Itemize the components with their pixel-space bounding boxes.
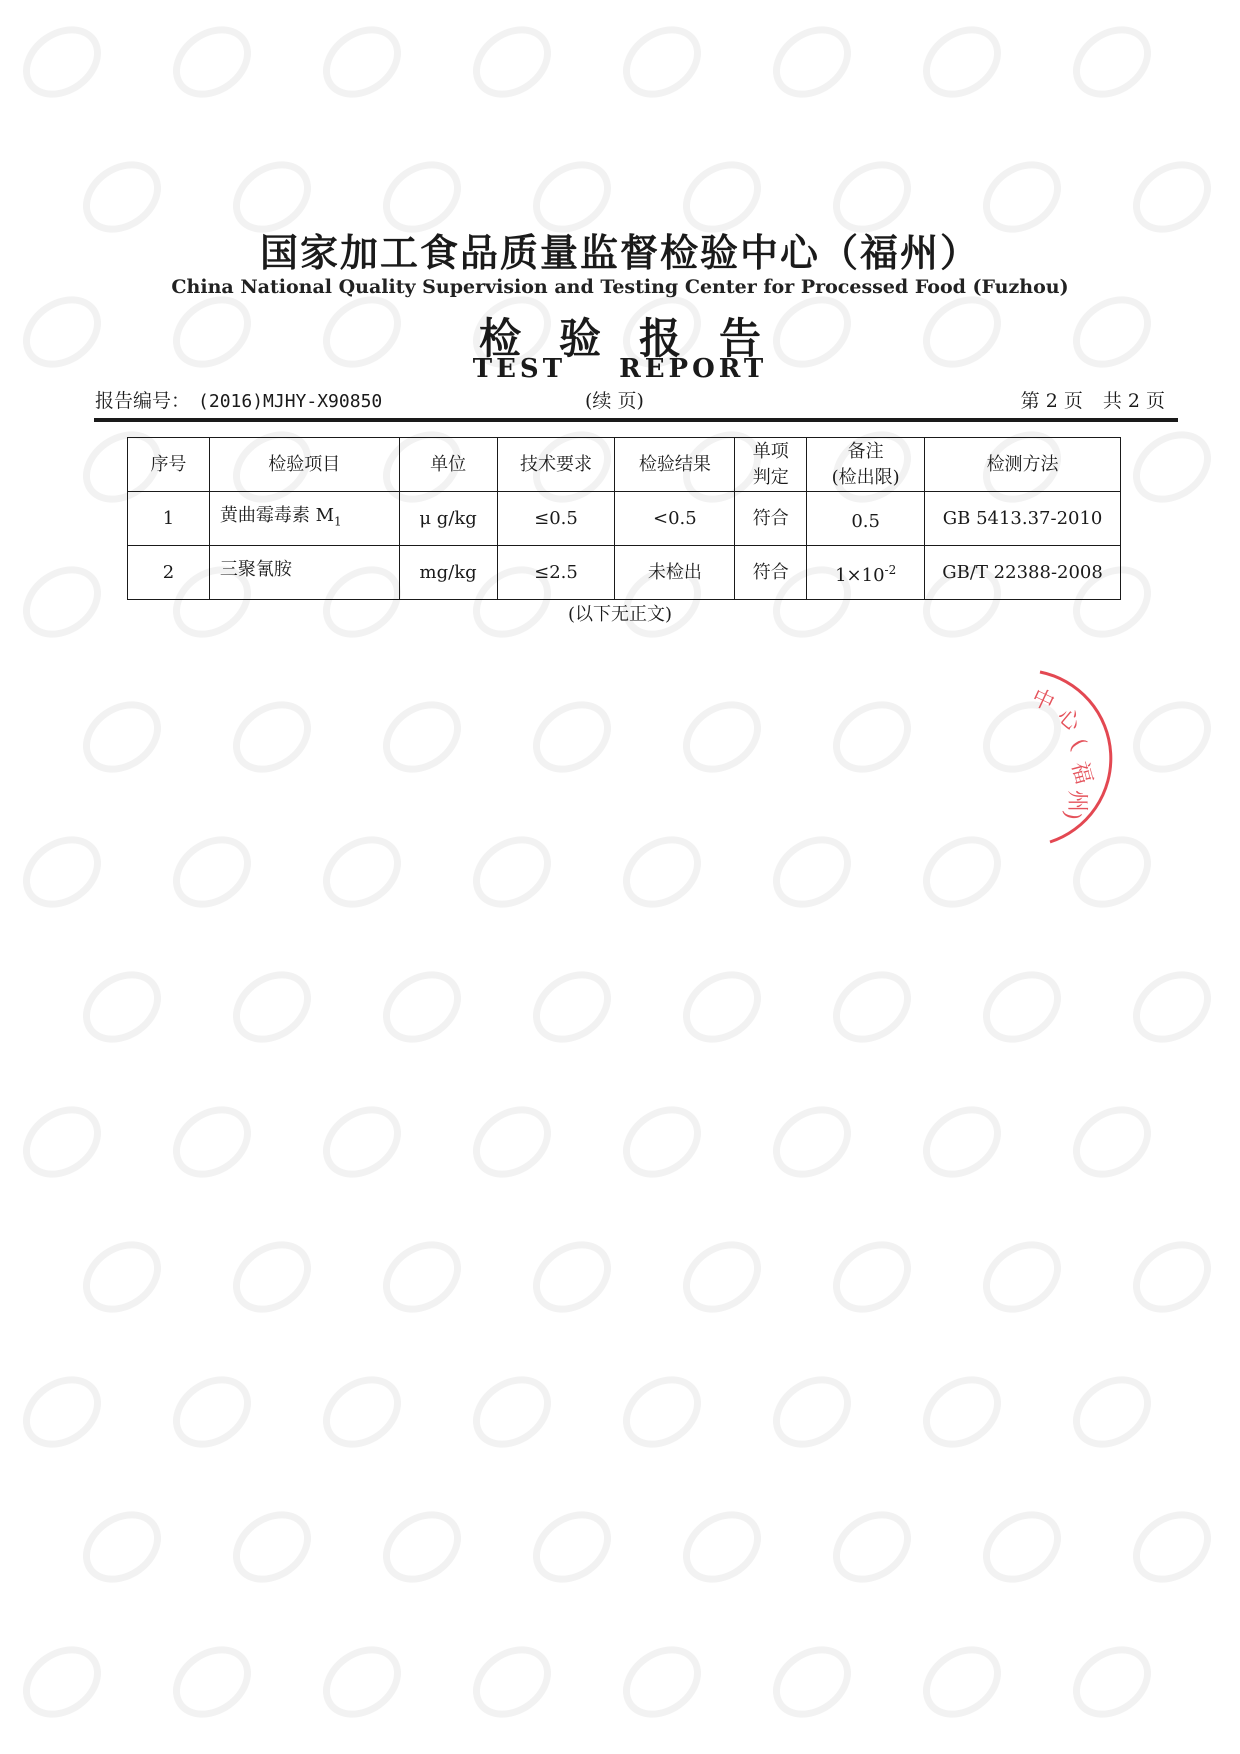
watermark-mark: [219, 1227, 325, 1328]
watermark-mark: [519, 1227, 625, 1328]
results-table: [127, 437, 1121, 600]
page-indicator: [1021, 386, 1165, 413]
watermark-mark: [459, 1362, 565, 1463]
cell-item-subscript: 1: [334, 514, 342, 529]
watermark-mark: [69, 1497, 175, 1598]
seal-glyph: 心: [1052, 703, 1086, 737]
header-divider: [94, 418, 1178, 422]
seal-text: [1027, 685, 1096, 822]
col-header-result: 检验结果: [615, 438, 735, 492]
seal-glyph: (: [1064, 734, 1091, 755]
seal-glyph: 中: [1027, 684, 1058, 717]
watermark-mark: [1059, 1362, 1165, 1463]
watermark-mark: [9, 1632, 115, 1733]
cell-requirement: ≤0.5: [497, 492, 615, 546]
watermark-mark: [609, 12, 715, 113]
watermark-mark: [1059, 12, 1165, 113]
watermark-mark: [219, 1497, 325, 1598]
watermark-mark: [669, 957, 775, 1058]
watermark-mark: [1119, 957, 1225, 1058]
cell-method: GB/T 22388-2008: [925, 546, 1121, 600]
watermark-mark: [669, 1227, 775, 1328]
watermark-mark: [459, 1632, 565, 1733]
watermark-mark: [9, 1092, 115, 1193]
watermark-mark: [759, 1632, 865, 1733]
watermark-mark: [1119, 1227, 1225, 1328]
watermark-mark: [1119, 1497, 1225, 1598]
watermark-mark: [759, 822, 865, 923]
watermark-mark: [1059, 1632, 1165, 1733]
seal-glyph: ): [1058, 808, 1085, 822]
cell-method: GB 5413.37-2010: [925, 492, 1121, 546]
watermark-mark: [9, 822, 115, 923]
watermark-mark: [69, 957, 175, 1058]
watermark-mark: [459, 822, 565, 923]
watermark-mark: [969, 684, 1075, 788]
watermark-mark: [459, 1092, 565, 1193]
col-header-item: 检验项目: [209, 438, 399, 492]
watermark-mark: [309, 1632, 415, 1733]
col-header-unit: 单位: [399, 438, 497, 492]
report-number: [95, 386, 382, 413]
watermark-mark: [159, 822, 265, 923]
watermark-mark: [519, 1497, 625, 1598]
cell-unit: mg/kg: [399, 546, 497, 600]
cell-item-text: 三聚氰胺: [219, 558, 292, 580]
report-number-value: (2016)MJHY-X90850: [198, 391, 383, 412]
org-title-en: China National Quality Supervision and Testing Center for Processed Food (Fuzhou): [171, 276, 1069, 298]
cell-remark-text: 0.5: [851, 510, 880, 532]
watermark-mark: [609, 1092, 715, 1193]
watermark-mark: [1119, 417, 1225, 518]
watermark-mark: [159, 1632, 265, 1733]
watermark-mark: [969, 1227, 1075, 1328]
watermark-mark: [819, 957, 925, 1058]
watermark-mark: [909, 12, 1015, 113]
col-header-judgement-line2: 判定: [752, 466, 789, 488]
cell-item: [209, 492, 399, 546]
watermark-mark: [1059, 1092, 1165, 1193]
table-row: [128, 492, 1121, 546]
table-row: [128, 546, 1121, 600]
cell-remark-superscript: -2: [884, 562, 897, 577]
watermark-mark: [1119, 687, 1225, 788]
watermark-mark: [459, 12, 565, 113]
seal-glyph: 福: [1066, 759, 1097, 787]
watermark-mark: [369, 1497, 475, 1598]
cell-judgement: 符合: [735, 492, 807, 546]
cell-seq: 1: [128, 492, 210, 546]
watermark-mark: [909, 1362, 1015, 1463]
col-header-requirement: 技术要求: [497, 438, 615, 492]
watermark-mark: [219, 687, 325, 788]
watermark-mark: [819, 1497, 925, 1598]
cell-seq: 2: [128, 546, 210, 600]
cell-unit: μ g/kg: [399, 492, 497, 546]
watermark-mark: [159, 1362, 265, 1463]
watermark-mark: [1059, 822, 1165, 923]
org-title-cn: 国家加工食品质量监督检验中心（福州）: [259, 230, 980, 275]
watermark-mark: [609, 1362, 715, 1463]
watermark-mark: [69, 1227, 175, 1328]
watermark-mark: [309, 1362, 415, 1463]
cell-remark: [807, 492, 925, 546]
watermark-mark: [669, 1497, 775, 1598]
official-seal-stamp: [1010, 660, 1210, 860]
cell-result: 未检出: [615, 546, 735, 600]
watermark-mark: [609, 1632, 715, 1733]
watermark-mark: [669, 687, 775, 788]
watermark-mark: [759, 1092, 865, 1193]
continued-page-label: (续 页): [585, 390, 644, 412]
watermark-mark: [159, 12, 265, 113]
col-header-remark-line2: (检出限): [831, 466, 900, 488]
watermark-mark: [309, 822, 415, 923]
watermark-mark: [519, 957, 625, 1058]
cell-item: [209, 546, 399, 600]
watermark-mark: [219, 957, 325, 1058]
watermark-mark: [819, 687, 925, 788]
cell-item-text: 黄曲霉毒素 M: [219, 504, 335, 526]
watermark-mark: [819, 1227, 925, 1328]
watermark-mark: [759, 12, 865, 113]
page-total: 共 2 页: [1102, 390, 1165, 412]
cell-remark-text: 1×10: [835, 564, 885, 586]
cell-remark: [807, 546, 925, 600]
watermark-mark: [9, 1362, 115, 1463]
watermark-mark: [909, 1632, 1015, 1733]
watermark-mark: [909, 1092, 1015, 1193]
col-header-remark-line1: 备注: [847, 440, 884, 462]
watermark-mark: [159, 1092, 265, 1193]
col-header-judgement: [735, 438, 807, 492]
watermark-mark: [369, 957, 475, 1058]
report-title-en: TEST REPORT: [472, 354, 768, 384]
cell-requirement: ≤2.5: [497, 546, 615, 600]
end-of-text-note: (以下无正文): [567, 604, 673, 625]
watermark-mark: [609, 822, 715, 923]
watermark-mark: [909, 822, 1015, 923]
col-header-judgement-line1: 单项: [752, 440, 789, 462]
watermark-mark: [369, 687, 475, 788]
col-header-seq: 序号: [128, 438, 210, 492]
col-header-remark: [807, 438, 925, 492]
table-header-row: [128, 438, 1121, 492]
watermark-mark: [369, 1227, 475, 1328]
report-number-label: 报告编号：: [95, 390, 191, 412]
page-current: 第 2 页: [1020, 390, 1083, 412]
watermark-mark: [969, 1497, 1075, 1598]
col-header-method: 检测方法: [925, 438, 1121, 492]
cell-judgement: 符合: [735, 546, 807, 600]
seal-glyph: 州: [1064, 790, 1089, 813]
watermark-mark: [969, 957, 1075, 1058]
cell-result: <0.5: [615, 492, 735, 546]
report-title-cn: 检验报告: [478, 314, 799, 363]
watermark-mark: [9, 12, 115, 113]
watermark-mark: [759, 1362, 865, 1463]
watermark-mark: [309, 1092, 415, 1193]
watermark-mark: [519, 687, 625, 788]
watermark-mark: [69, 687, 175, 788]
report-meta-row: [95, 386, 1165, 412]
watermark-mark: [309, 12, 415, 113]
